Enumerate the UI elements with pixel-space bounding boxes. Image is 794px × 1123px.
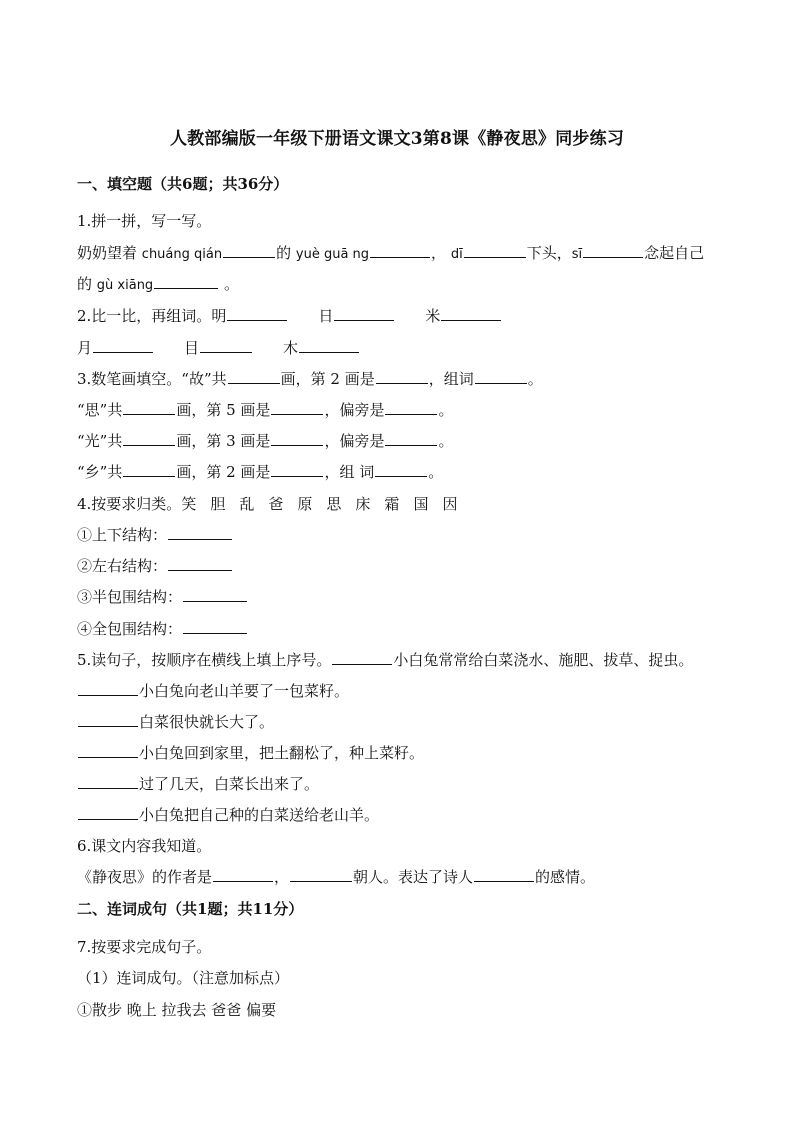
q3-text: 画，第 5 画是 [176,401,271,419]
q6-text: 朝人。表达了诗人 [353,868,474,886]
answer-blank[interactable] [78,712,138,727]
answer-blank[interactable] [168,525,232,540]
q5-sentence: 白菜很快就长大了。 [139,713,275,731]
q2-char: 明 [211,307,227,325]
q5-line2 [77,680,349,701]
q4-option-4 [77,618,248,639]
q5-line6 [77,804,379,825]
answer-blank[interactable] [271,400,323,415]
answer-blank[interactable] [370,243,430,258]
answer-blank[interactable] [474,867,534,882]
answer-blank[interactable] [290,867,352,882]
q3-text: 画，第 2 画是 [280,370,375,388]
q1-text: 的 [276,244,292,262]
q3-line1 [77,368,543,389]
pinyin-si: sī [571,247,583,262]
page-title: 人教部编版一年级下册语文课文3第8课《静夜思》同步练习 [169,129,625,149]
q4-option-label: ②左右结构： [77,557,168,575]
q3-text: 3.数笔画填空。“故”共 [77,370,227,388]
q2-line1 [77,305,502,326]
answer-blank[interactable] [78,681,138,696]
q3-text: 。 [438,401,454,419]
q7-sub: （1）连词成句。（注意加标点） [77,969,290,987]
answer-blank[interactable] [271,462,323,477]
answer-blank[interactable] [200,338,252,353]
q6-text: ， [274,868,290,886]
q4-char: 胆 [210,495,226,513]
q6-text: 《静夜思》的作者是 [77,868,213,886]
answer-blank[interactable] [227,306,287,321]
q1-text: 下头， [526,244,572,262]
q2-char: 目 [184,339,200,357]
answer-blank[interactable] [168,556,232,571]
q3-text: “光”共 [77,432,123,450]
q3-text: “乡”共 [77,463,123,481]
pinyin-chuangqian: chuáng qián [141,247,223,262]
q4-option-label: ④全包围结构： [77,620,183,638]
pinyin-yueguang: yuè guā ng [295,247,370,262]
q2-line2 [77,337,360,358]
q1-text: ， [431,244,447,262]
answer-blank[interactable] [299,338,359,353]
q4-head: 4.按要求归类。 [77,495,182,513]
answer-blank[interactable] [271,431,323,446]
q3-text: 画，第 3 画是 [176,432,271,450]
q5-line1 [77,649,693,670]
answer-blank[interactable] [334,306,394,321]
answer-blank[interactable] [154,274,218,289]
q3-text: ，组 词 [324,463,375,481]
answer-blank[interactable] [475,369,527,384]
answer-blank[interactable] [375,462,427,477]
pinyin-di: dī [450,247,463,262]
q3-line4 [77,461,443,482]
q4-head-line [77,493,471,514]
q3-text: 。 [438,432,454,450]
q1-text: 奶奶望着 [77,244,138,262]
answer-blank[interactable] [78,805,138,820]
q5-sentence: 过了几天，白菜长出来了。 [139,775,320,793]
q5-line3 [77,711,274,732]
q7-head: 7.按要求完成句子。 [77,938,212,956]
q5-sentence: 小白兔把自己种的白菜送给老山羊。 [139,806,380,824]
q4-char: 霜 [384,495,400,513]
q4-option-label: ③半包围结构： [77,588,183,606]
q3-text: ，组词 [428,370,474,388]
q4-option-2 [77,555,233,576]
q1-text: 。 [223,275,239,293]
q2-char: 月 [77,339,93,357]
answer-blank[interactable] [332,650,392,665]
q6-line [77,866,595,887]
q4-char: 笑 [181,495,197,513]
q1-line1 [77,242,704,263]
answer-blank[interactable] [464,243,526,258]
q2-char: 米 [425,307,441,325]
q2-head: 2.比一比，再组词。 [77,307,212,325]
q4-char: 国 [413,495,429,513]
answer-blank[interactable] [78,743,138,758]
q3-line3 [77,430,453,451]
q2-char: 木 [283,339,299,357]
q5-sentence: 小白兔回到家里，把土翻松了，种上菜籽。 [139,744,425,762]
q1-text: 的 [77,275,93,293]
q4-char: 因 [442,495,458,513]
q4-char: 思 [326,495,342,513]
q5-sentence: 小白兔向老山羊要了一包菜籽。 [139,682,350,700]
q3-text: “思”共 [77,401,123,419]
answer-blank[interactable] [583,243,643,258]
q4-char: 原 [297,495,313,513]
answer-blank[interactable] [223,243,275,258]
q3-text: ，偏旁是 [324,401,385,419]
answer-blank[interactable] [78,774,138,789]
answer-blank[interactable] [123,400,175,415]
q4-option-3 [77,586,248,607]
q3-line2 [77,399,453,420]
answer-blank[interactable] [183,619,247,634]
q5-head: 5.读句子，按顺序在横线上填上序号。 [77,651,332,669]
answer-blank[interactable] [123,431,175,446]
answer-blank[interactable] [385,400,437,415]
q3-text: 画，第 2 画是 [176,463,271,481]
q6-text: 的感情。 [535,868,596,886]
q4-char: 乱 [239,495,255,513]
answer-blank[interactable] [213,867,273,882]
q4-char: 爸 [268,495,284,513]
answer-blank[interactable] [228,369,280,384]
q4-option-1 [77,524,233,545]
q1-head: 1.拼一拼，写一写。 [77,212,212,230]
section-sentence: 二、连词成句（共1题；共11分） [77,900,304,918]
q4-option-label: ①上下结构： [77,526,168,544]
section-fill-blank: 一、填空题（共6题；共36分） [77,175,289,193]
q4-char: 床 [355,495,371,513]
answer-blank[interactable] [123,462,175,477]
q1-text: 念起自己 [644,244,705,262]
q5-line5 [77,773,319,794]
answer-blank[interactable] [385,431,437,446]
q5-sentence: 小白兔常常给白菜浇水、施肥、拔草、捉虫。 [393,651,694,669]
pinyin-guxiang: gù xiāng [96,278,154,293]
q7-item: ①散步 晚上 拉我去 爸爸 偏要 [77,1001,277,1019]
q1-line2 [77,273,239,294]
answer-blank[interactable] [183,587,247,602]
answer-blank[interactable] [376,369,428,384]
q5-line4 [77,742,424,763]
answer-blank[interactable] [441,306,501,321]
q6-head: 6.课文内容我知道。 [77,837,212,855]
q3-text: 。 [428,463,444,481]
answer-blank[interactable] [93,338,153,353]
q3-text: 。 [527,370,543,388]
q2-char: 日 [318,307,334,325]
q3-text: ，偏旁是 [324,432,385,450]
